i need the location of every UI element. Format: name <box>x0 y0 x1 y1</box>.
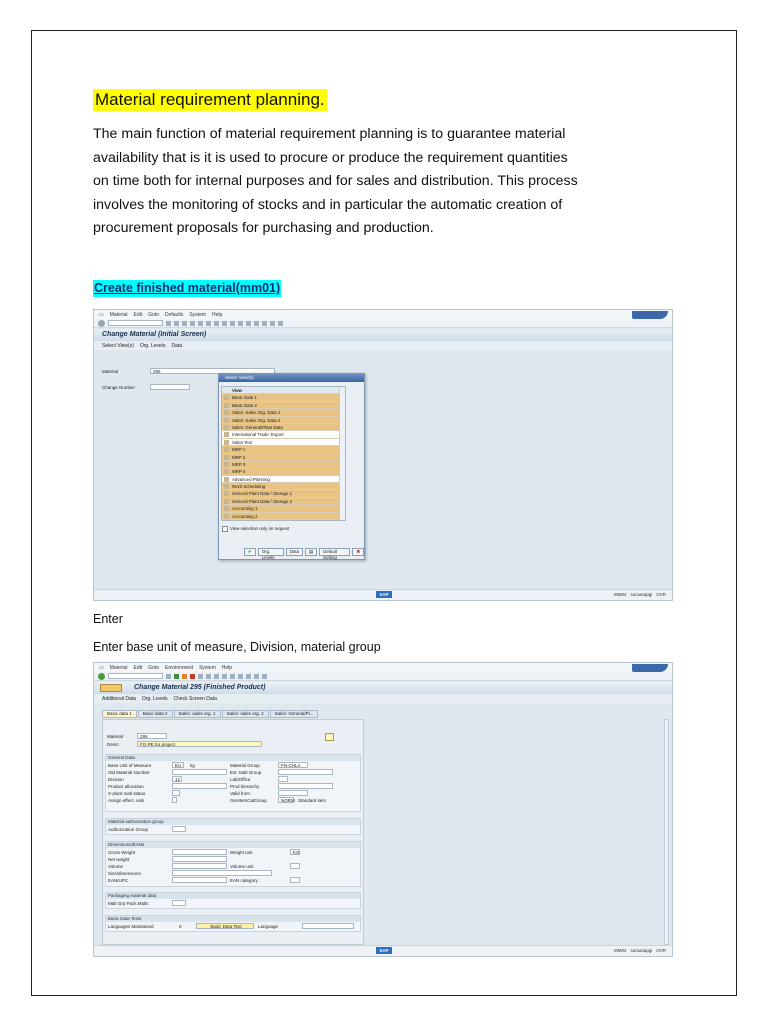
group-title: Dimensions/EANs <box>106 842 360 848</box>
select-views-button[interactable]: Select View(s) <box>102 342 134 349</box>
assign-effect-label: Assign effect. vals <box>108 798 145 803</box>
size-label: Size/dimensions <box>108 871 141 876</box>
menu-item[interactable]: Defaults <box>165 311 184 318</box>
packaging-group <box>105 892 361 909</box>
valid-from-field[interactable] <box>278 790 308 796</box>
server-name: sumasapgi <box>630 948 653 953</box>
command-field[interactable] <box>108 320 163 326</box>
volume-label: Volume <box>108 864 124 869</box>
ean-field[interactable] <box>172 877 227 883</box>
find-next-icon[interactable] <box>214 321 219 326</box>
volume-unit-label: Volume unit <box>230 864 254 869</box>
menu-item[interactable]: Environment <box>165 664 194 671</box>
exit-icon[interactable] <box>182 674 187 679</box>
gen-item-text: Standard item <box>298 798 327 803</box>
material-label: Material <box>107 734 124 739</box>
pack-matls-label: Matl Grp Pack.Matls <box>108 901 149 906</box>
group-title: General Data <box>106 755 360 761</box>
basic-data-text-button[interactable]: Basic Data Text <box>196 923 254 929</box>
caption-enter: Enter <box>93 612 123 626</box>
view-row[interactable]: Accounting 2 <box>222 513 345 520</box>
tab-sales-org-2[interactable]: Sales: sales org. 2 <box>222 710 269 718</box>
server-name: sumasapgi <box>630 592 653 597</box>
intro-paragraph <box>93 123 678 241</box>
first-page-icon[interactable] <box>222 674 227 679</box>
material-group-field[interactable]: FN-CHLA <box>278 762 308 768</box>
menu-item[interactable]: Material <box>109 311 128 318</box>
sap-system-toolbar <box>94 672 672 681</box>
back-icon[interactable] <box>174 674 179 679</box>
group-title: Material authorization group <box>106 819 360 825</box>
intro-line: procurement proposals for purchasing and production. <box>93 220 434 236</box>
change-number-label: Change Number <box>102 385 136 390</box>
sap-logo: SAP <box>376 947 392 954</box>
gross-weight-label: Gross Weight <box>108 850 136 855</box>
old-material-field[interactable] <box>172 769 227 775</box>
dimensions-group <box>105 841 361 887</box>
application-toolbar <box>94 694 672 703</box>
net-weight-label: Net weight <box>108 857 130 862</box>
exit-icon[interactable] <box>182 321 187 326</box>
view-row[interactable]: Sales: Sales Org. Data 1 <box>222 409 345 416</box>
lab-office-label: Lab/Office <box>230 777 251 782</box>
views-column-header: View <box>222 387 345 394</box>
print-icon[interactable] <box>198 674 203 679</box>
additional-data-button[interactable]: Additional Data <box>102 695 136 702</box>
volume-unit-field[interactable] <box>290 863 300 869</box>
menu-item[interactable]: Help <box>212 311 223 318</box>
caption-enter-base: Enter base unit of measure, Division, material group <box>93 640 381 654</box>
check-screen-data-button[interactable]: Check Screen Data <box>173 695 217 702</box>
view-row[interactable]: MRP 4 <box>222 468 345 475</box>
intro-line: availability that is it is used to procure or produce the requirement quantities <box>93 149 568 166</box>
last-page-icon[interactable] <box>246 321 251 326</box>
ext-group-label: Ext. Matl Group <box>230 770 262 775</box>
ean-label: EAN/UPC <box>108 878 129 883</box>
find-icon[interactable] <box>206 674 211 679</box>
prod-hierarchy-field[interactable] <box>278 783 333 789</box>
view-row[interactable]: General Plant Data / Storage 2 <box>222 498 345 505</box>
change-number-field[interactable] <box>150 384 190 390</box>
description-field[interactable]: FG-PE for project <box>137 741 262 747</box>
sap-menu-bar <box>94 310 672 319</box>
base-unit-label: Base Unit of Measure <box>108 763 152 768</box>
auth-group <box>105 818 361 835</box>
org-levels-button[interactable]: Org. Levels <box>139 342 166 349</box>
view-row[interactable]: Accounting 1 <box>222 505 345 512</box>
product-alloc-label: Product allocation <box>108 784 144 789</box>
select-views-dialog <box>218 373 365 560</box>
menu-item[interactable]: Goto <box>148 311 159 318</box>
menu-item[interactable]: Material <box>109 664 128 671</box>
ext-group-field[interactable] <box>278 769 333 775</box>
auth-group-label: Authorization Group <box>108 827 149 832</box>
sap-window-icon: ▭ <box>99 311 104 318</box>
data-button[interactable]: Data <box>171 342 183 349</box>
cancel-icon[interactable] <box>190 321 195 326</box>
languages-count: 0 <box>179 924 182 929</box>
cancel-icon[interactable] <box>190 674 195 679</box>
languages-label: Languages Maintained <box>108 924 154 929</box>
tab-sales-org-1[interactable]: Sales: sales org. 1 <box>174 710 221 718</box>
material-field[interactable]: 295 <box>150 368 275 374</box>
tab-basic-data-1[interactable]: Basic data 1 <box>102 710 137 718</box>
old-material-label: Old Material Number <box>108 770 150 775</box>
pack-matls-field[interactable] <box>172 900 186 906</box>
status-bar <box>94 589 672 600</box>
volume-field[interactable] <box>172 863 227 869</box>
assign-effect-checkbox[interactable] <box>172 797 177 803</box>
intro-line: involves the monitoring of stocks and in particular the automatic creation of <box>93 196 563 213</box>
transaction-code: MM02 <box>613 592 627 597</box>
dialog-title: Select View(s) <box>219 374 364 382</box>
views-list <box>221 386 346 521</box>
menu-item[interactable]: Edit <box>133 311 143 318</box>
insert-mode: OVR <box>656 948 666 953</box>
default-setting-button[interactable]: Default Setting <box>319 548 350 556</box>
view-row[interactable]: MRP 2 <box>222 454 345 461</box>
base-unit-text: kg <box>190 763 195 768</box>
view-row[interactable]: Advanced Planning <box>222 476 345 483</box>
view-row[interactable]: MRP 1 <box>222 446 345 453</box>
tab-basic-data-2[interactable]: Basic data 2 <box>138 710 173 718</box>
division-field[interactable]: 12 <box>172 776 182 782</box>
material-field: 295 <box>137 733 167 739</box>
last-page-icon[interactable] <box>246 674 251 679</box>
language-dropdown[interactable] <box>302 923 354 929</box>
menu-item[interactable]: Edit <box>133 664 143 671</box>
view-row[interactable]: General Plant Data / Storage 1 <box>222 490 345 497</box>
sap-screenshot-initial <box>93 309 673 601</box>
view-row[interactable]: Basic Data 1 <box>222 394 345 401</box>
group-title: Basic Data Texts <box>106 916 360 922</box>
basic-data-panel <box>102 719 364 945</box>
back-icon[interactable] <box>174 321 179 326</box>
info-icon[interactable] <box>325 733 334 741</box>
data-button[interactable]: Data <box>286 548 303 556</box>
product-alloc-field[interactable] <box>172 783 227 789</box>
prod-hierarchy-label: Prod.hierarchy <box>230 784 260 789</box>
shortcut-icon[interactable] <box>262 321 267 326</box>
window-controls[interactable] <box>632 664 668 672</box>
gen-item-field[interactable]: NORM <box>278 797 294 803</box>
window-controls[interactable] <box>632 311 668 319</box>
descr-label: Descr. <box>107 742 120 747</box>
first-page-icon[interactable] <box>222 321 227 326</box>
division-label: Division <box>108 777 124 782</box>
language-label: Language <box>258 924 279 929</box>
org-levels-button[interactable]: Org. Levels <box>141 695 168 702</box>
view-selection-checkbox[interactable]: View selection only on request <box>222 526 289 532</box>
command-field[interactable] <box>108 673 163 679</box>
status-info <box>614 946 666 955</box>
base-unit-field[interactable]: EU <box>172 762 184 768</box>
general-data-group <box>105 754 361 812</box>
sap-screenshot-change <box>93 662 673 957</box>
intro-line: The main function of material requirement planning is to guarantee material <box>93 126 566 142</box>
view-row[interactable]: MRP 3 <box>222 461 345 468</box>
screen-title: Change Material 295 (Finished Product) <box>94 682 672 694</box>
sap-logo: SAP <box>376 591 392 598</box>
menu-item[interactable]: Help <box>221 664 233 671</box>
view-row[interactable]: International Trade: Export <box>222 431 345 438</box>
texts-group <box>105 915 361 932</box>
prev-page-icon[interactable] <box>230 674 235 679</box>
tab-sales-general[interactable]: Sales: General/Pl... <box>270 710 319 718</box>
find-next-icon[interactable] <box>214 674 219 679</box>
help-icon[interactable] <box>262 674 267 679</box>
section-heading: Create finished material(mm01) <box>94 281 281 295</box>
view-row[interactable]: Work Scheduling <box>222 483 345 490</box>
confirm-icon[interactable]: ✔ <box>244 548 256 556</box>
gross-weight-field[interactable] <box>172 849 227 855</box>
sap-menu-bar <box>94 663 672 672</box>
org-levels-button[interactable]: Org. Levels <box>258 548 284 556</box>
ean-category-label: EAN category <box>230 878 258 883</box>
valid-from-label: Valid from <box>230 791 250 796</box>
group-title: Packaging material data <box>106 893 360 899</box>
menu-item[interactable]: System <box>189 311 207 318</box>
enter-icon[interactable] <box>98 673 105 680</box>
vertical-scrollbar[interactable] <box>664 719 669 945</box>
insert-mode: OVR <box>656 592 666 597</box>
xplant-status-field[interactable] <box>172 790 180 796</box>
new-session-icon[interactable] <box>254 321 259 326</box>
material-group-label: Material Group <box>230 763 260 768</box>
view-tabs <box>102 710 318 718</box>
lab-office-field[interactable] <box>278 776 288 782</box>
material-type-icon <box>100 684 122 692</box>
screen-title: Change Material (Initial Screen) <box>94 329 672 341</box>
view-row[interactable]: Sales: General/Plant Data <box>222 424 345 431</box>
help-icon[interactable] <box>270 321 275 326</box>
status-info <box>614 590 666 599</box>
menu-item[interactable]: System <box>199 664 216 671</box>
transaction-code: MM02 <box>613 948 627 953</box>
enter-icon[interactable] <box>98 320 105 327</box>
next-page-icon[interactable] <box>238 674 243 679</box>
select-all-icon[interactable]: ▤ <box>305 548 317 556</box>
layout-icon[interactable] <box>278 321 283 326</box>
xplant-status-label: X-plant matl status <box>108 791 146 796</box>
save-icon[interactable] <box>166 674 171 679</box>
material-label: Material <box>102 369 119 374</box>
find-icon[interactable] <box>206 321 211 326</box>
application-toolbar <box>94 341 672 350</box>
prev-page-icon[interactable] <box>230 321 235 326</box>
auth-group-field[interactable] <box>172 826 186 832</box>
save-icon[interactable] <box>166 321 171 326</box>
view-row[interactable]: Sales Text <box>222 439 345 446</box>
sap-window-icon: ▭ <box>99 664 104 671</box>
next-page-icon[interactable] <box>238 321 243 326</box>
sap-system-toolbar <box>94 319 672 328</box>
dialog-buttons <box>244 548 364 560</box>
gen-item-label: GenItemCatGroup <box>230 798 267 803</box>
weight-unit-label: Weight unit <box>230 850 253 855</box>
menu-item[interactable]: Goto <box>148 664 159 671</box>
weight-unit-field[interactable]: KG <box>290 849 300 855</box>
intro-line: on time both for internal purposes and for sales and distribution. This process <box>93 173 578 189</box>
print-icon[interactable] <box>198 321 203 326</box>
cancel-icon[interactable]: ✖ <box>352 548 364 556</box>
status-bar <box>94 945 672 956</box>
net-weight-field[interactable] <box>172 856 227 862</box>
size-field[interactable] <box>172 870 272 876</box>
ean-category-field[interactable] <box>290 877 300 883</box>
page-title: Material requirement planning. <box>95 90 325 109</box>
view-row[interactable]: Sales: Sales Org. Data 2 <box>222 417 345 424</box>
views-scrollbar[interactable] <box>339 387 345 520</box>
new-session-icon[interactable] <box>254 674 259 679</box>
view-row[interactable]: Basic Data 2 <box>222 402 345 409</box>
